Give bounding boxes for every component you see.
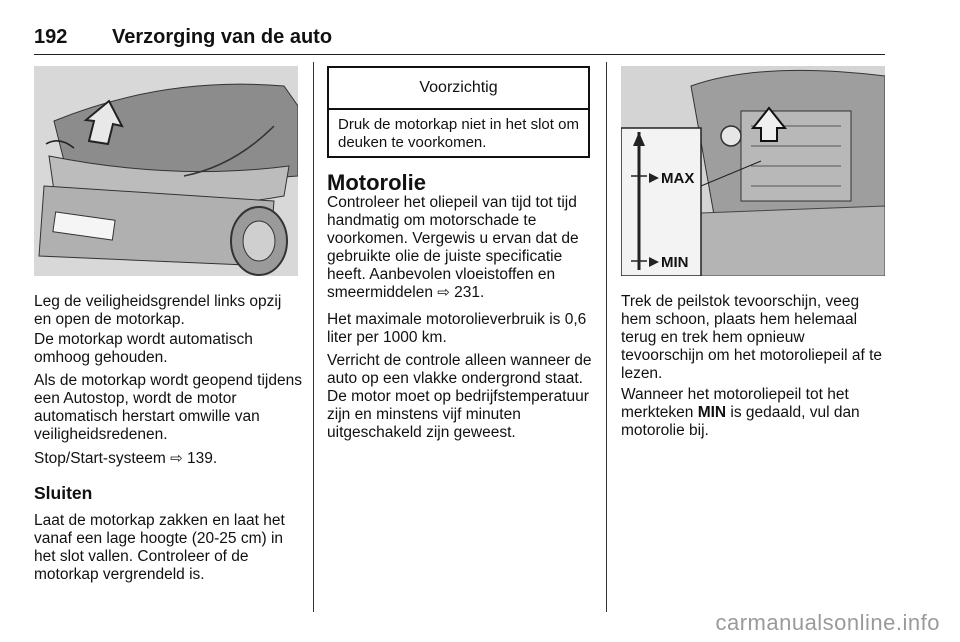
paragraph-text: Wanneer het motoroliepeil tot het merkteken	[621, 386, 849, 421]
paragraph-text: Controleer het oliepeil van tijd tot tijd handmatig om motorschade te voorkomen. Vergewis u ervan dat de gebruikte olie de juiste specificatie heeft. Aanbevolen vloeistoffen en smeermiddelen	[327, 194, 579, 301]
paragraph: Het maximale motorolieverbruik is 0,6 liter per 1000 km.	[327, 311, 587, 346]
page-header	[34, 26, 885, 55]
paragraph: Verricht de controle alleen wanneer de auto op een vlakke ondergrond staat. De motor moet op bedrijfstemperatuur zijn en minstens vijf minuten uitgeschakeld zijn geweest.	[327, 352, 592, 441]
warning-box	[327, 66, 590, 158]
reference-arrow-icon: ⇨	[170, 450, 183, 467]
column-divider	[313, 62, 314, 612]
warning-text: Druk de motorkap niet in het slot om deuken te voorkomen.	[338, 116, 579, 151]
cross-reference	[34, 450, 298, 468]
chapter-title: Verzorging van de auto	[112, 26, 333, 48]
reference-page: 231.	[454, 284, 485, 301]
paragraph: De motorkap wordt automatisch omhoog gehouden.	[34, 331, 253, 366]
paragraph-text: is gedaald, vul dan motorolie bij.	[621, 404, 860, 439]
paragraph: Trek de peilstok tevoorschijn, veeg hem schoon, plaats hem helemaal terug en trek hem opnieuw tevoorschijn om het motoroliepeil af te lezen.	[621, 293, 883, 382]
paragraph: Leg de veiligheidsgrendel links opzij en open de motorkap.	[34, 293, 282, 328]
reference-page: 139.	[187, 450, 218, 467]
paragraph	[327, 194, 591, 302]
dipstick-min-label: MIN	[661, 254, 689, 271]
reference-arrow-icon: ⇨	[437, 284, 450, 301]
section-heading: Motorolie	[327, 170, 426, 195]
dipstick-max-label: MAX	[661, 170, 695, 187]
page-number: 192	[34, 26, 68, 48]
section-heading: Sluiten	[34, 483, 93, 503]
paragraph	[621, 386, 885, 440]
column-divider	[606, 62, 607, 612]
car-front-drawing	[34, 66, 298, 276]
paragraph: Laat de motorkap zakken en laat het vanaf een lage hoogte (20-25 cm) in het slot vallen. Controleer of de motorkap vergrendeld is.	[34, 512, 285, 583]
reference-text: Stop/Start-systeem	[34, 450, 166, 467]
car-hood-illustration	[34, 66, 298, 276]
watermark: carmanualsonline.info	[715, 610, 940, 635]
engine-dipstick-illustration	[621, 66, 885, 276]
warning-title: Voorzichtig	[329, 68, 588, 110]
paragraph: Als de motorkap wordt geopend tijdens een Autostop, wordt de motor automatisch herstart omwille van veiligheidsredenen.	[34, 372, 302, 443]
min-mark-text: MIN	[697, 404, 727, 421]
